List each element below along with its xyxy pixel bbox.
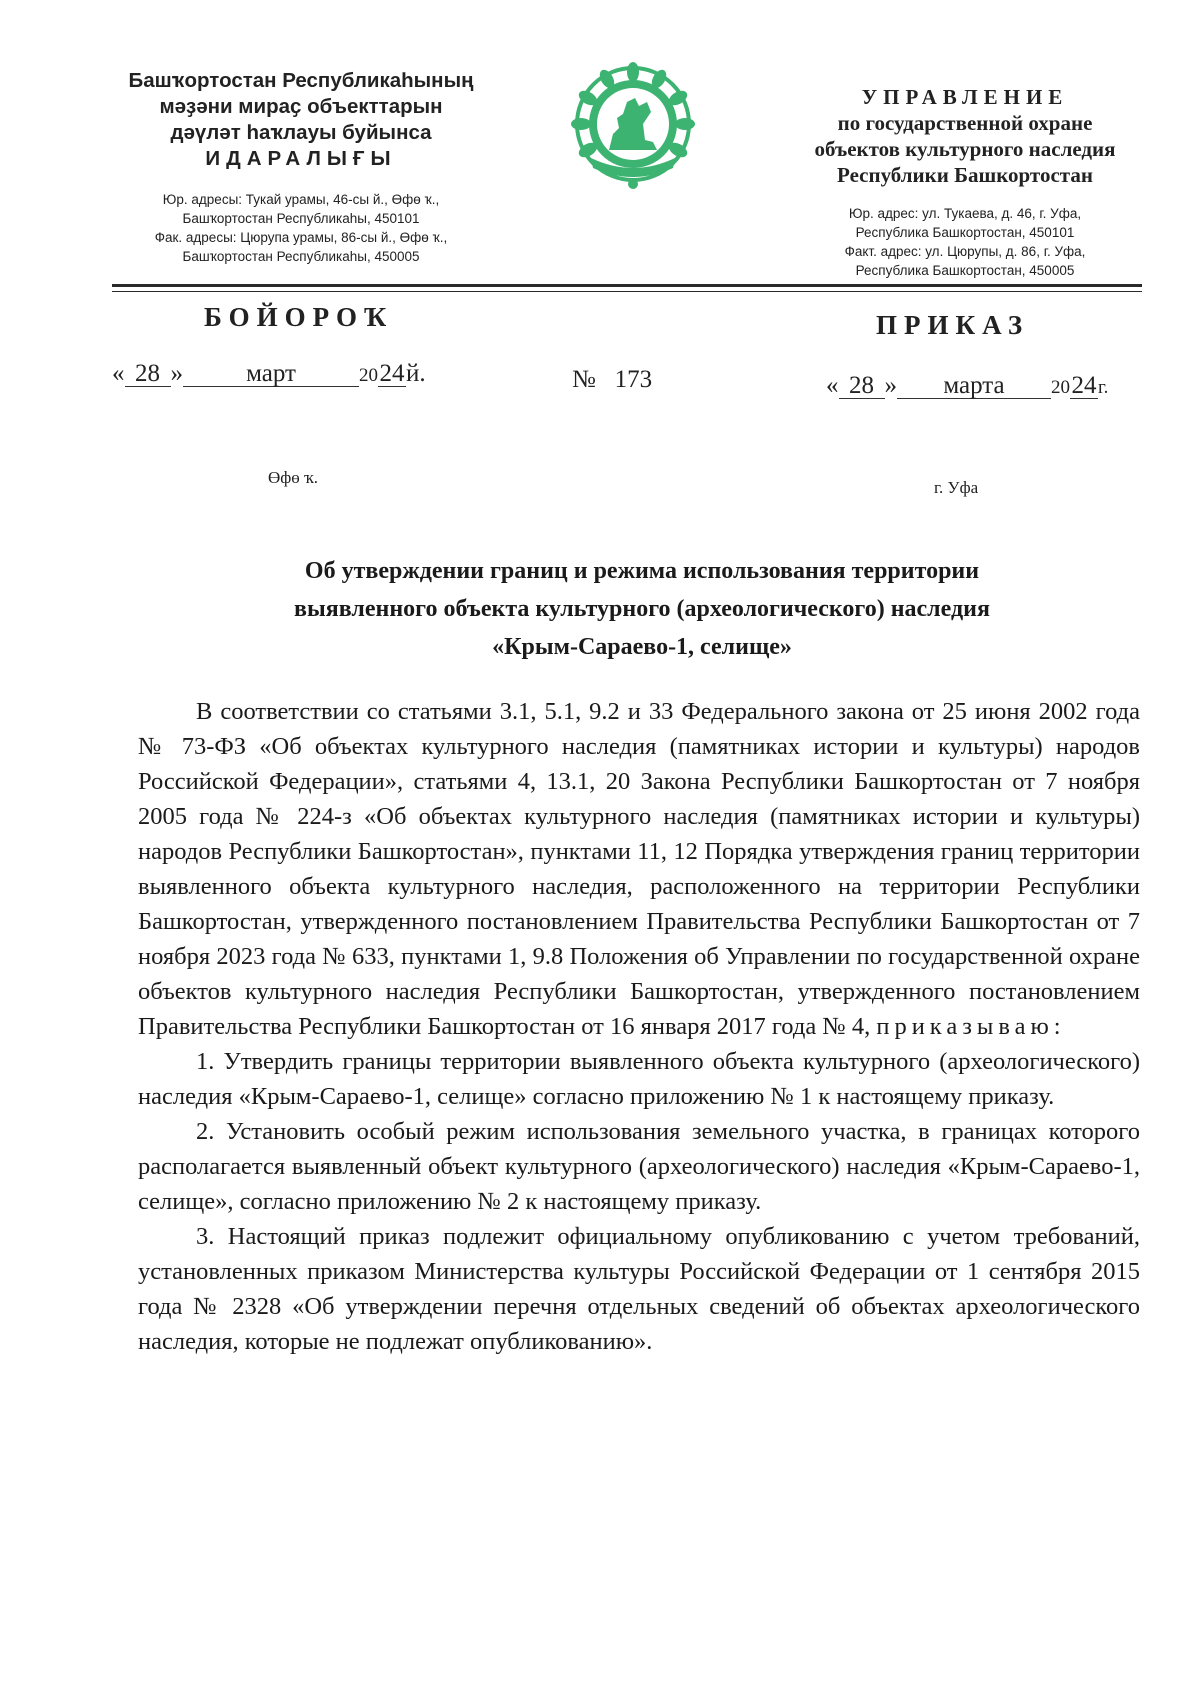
header-right [790, 84, 1140, 280]
order-number [572, 366, 652, 394]
bashkortostan-coat-of-arms-icon [569, 62, 697, 192]
date-bashkir [112, 360, 426, 388]
org-name-line: мәҙәни мираҫ объекттарын [159, 95, 443, 118]
address-block [112, 190, 490, 266]
org-name-line: Республики Башкортостан [837, 163, 1093, 187]
org-name-line: ИДАРАЛЫҒЫ [205, 147, 397, 170]
title-line: Об утверждении границ и режима использования территории [304, 558, 980, 584]
address-line: Фак. адресы: Цюрупа урамы, 86-сы й., Өфө ҡ., [154, 230, 448, 245]
number-sign: № [572, 366, 596, 393]
org-name-line: УПРАВЛЕНИЕ [861, 85, 1069, 109]
doc-type-russian: ПРИКАЗ [876, 310, 1030, 340]
quote-open: « [826, 372, 839, 399]
address-line: Республика Башкортостан, 450101 [855, 225, 1075, 240]
city-bashkir: Өфө ҡ. [268, 468, 319, 487]
date-suffix: й. [406, 360, 426, 387]
quote-close: » [884, 372, 897, 399]
document-body [138, 694, 1140, 1359]
date-year-prefix: 20 [359, 365, 378, 386]
org-name-line: дәүләт һаҡлауы буйынса [170, 121, 432, 144]
title-line: «Крым-Сараево-1, селище» [492, 634, 792, 660]
address-block [790, 204, 1140, 280]
date-day: 28 [125, 362, 171, 387]
order-item: 1. Утвердить границы территории выявленного объекта культурного (археологического) наследия «Крым-Сараево-1, селище» согласно приложению № 1 к настоящему приказу. [138, 1048, 1140, 1110]
address-line: Башҡортостан Республикаһы, 450101 [182, 211, 420, 226]
date-month: марта [897, 374, 1051, 399]
quote-close: » [170, 360, 183, 387]
title-line: выявленного объекта культурного (археологического) наследия [294, 596, 990, 622]
order-word: приказываю: [876, 1013, 1066, 1040]
date-month: март [183, 362, 359, 387]
preamble-paragraph [138, 694, 1140, 1044]
date-russian [826, 372, 1108, 400]
document-title [200, 552, 1084, 666]
org-name-line: по государственной охране [837, 111, 1093, 135]
header-divider-thick [112, 284, 1142, 287]
address-line: Республика Башкортостан, 450005 [855, 263, 1075, 278]
order-item: 3. Настоящий приказ подлежит официальному опубликованию с учетом требований, установленных приказом Министерства культуры Российской Федерации от 1 сентября 2015 года № 2328 «Об утверждении перечня отдельных сведений об объектах археологического наследия, которые не подлежат опубликованию». [138, 1223, 1140, 1355]
org-name-line: Башҡортостан Республикаһының [128, 69, 474, 92]
number-value: 173 [614, 366, 653, 393]
date-year: 24 [379, 360, 405, 387]
date-suffix: г. [1098, 377, 1109, 398]
header-left [112, 68, 490, 266]
address-line: Юр. адрес: ул. Тукаева, д. 46, г. Уфа, [848, 206, 1082, 221]
order-item: 2. Установить особый режим использования земельного участка, в границах которого располагается выявленный объект культурного (археологического) наследия «Крым-Сараево-1, селище», согласно приложению № 2 к настоящему приказу. [138, 1118, 1140, 1215]
city-russian: г. Уфа [934, 478, 979, 497]
address-line: Юр. адресы: Тукай урамы, 46-сы й., Өфө ҡ., [162, 192, 440, 207]
doc-type-bashkir: БОЙОРОҠ [204, 302, 394, 332]
org-name-line: объектов культурного наследия [814, 137, 1116, 161]
header-divider-thin [112, 291, 1142, 292]
date-year: 24 [1071, 372, 1097, 399]
address-line: Башҡортостан Республикаһы, 450005 [182, 249, 420, 264]
address-line: Факт. адрес: ул. Цюрупы, д. 86, г. Уфа, [844, 244, 1086, 259]
date-year-prefix: 20 [1051, 377, 1070, 398]
quote-open: « [112, 360, 125, 387]
preamble-text: В соответствии со статьями 3.1, 5.1, 9.2 и 33 Федерального закона от 25 июня 2002 года № 73-ФЗ «Об объектах культурного наследия (памятниках истории и культуры) народов Российской Федерации», статьями 4, 13.1, 20 Закона Республики Башкортостан от 7 ноября 2005 года № 224-з «Об объектах культурного наследия (памятниках истории и культуры) народов Республики Башкортостан», пунктами 11, 12 Порядка утверждения границ территории выявленного объекта культурного наследия, расположенного на территории Республики Башкортостан, утвержденного постановлением Правительства Республики Башкортостан от 7 ноября 2023 года № 633, пунктами 1, 9.8 Положения об Управлении по государственной охране объектов культурного наследия Республики Башкортостан, утвержденного постановлением Правительства Республики Башкортостан от 16 января 2017 года № 4, [138, 698, 1140, 1040]
date-day: 28 [839, 374, 885, 399]
